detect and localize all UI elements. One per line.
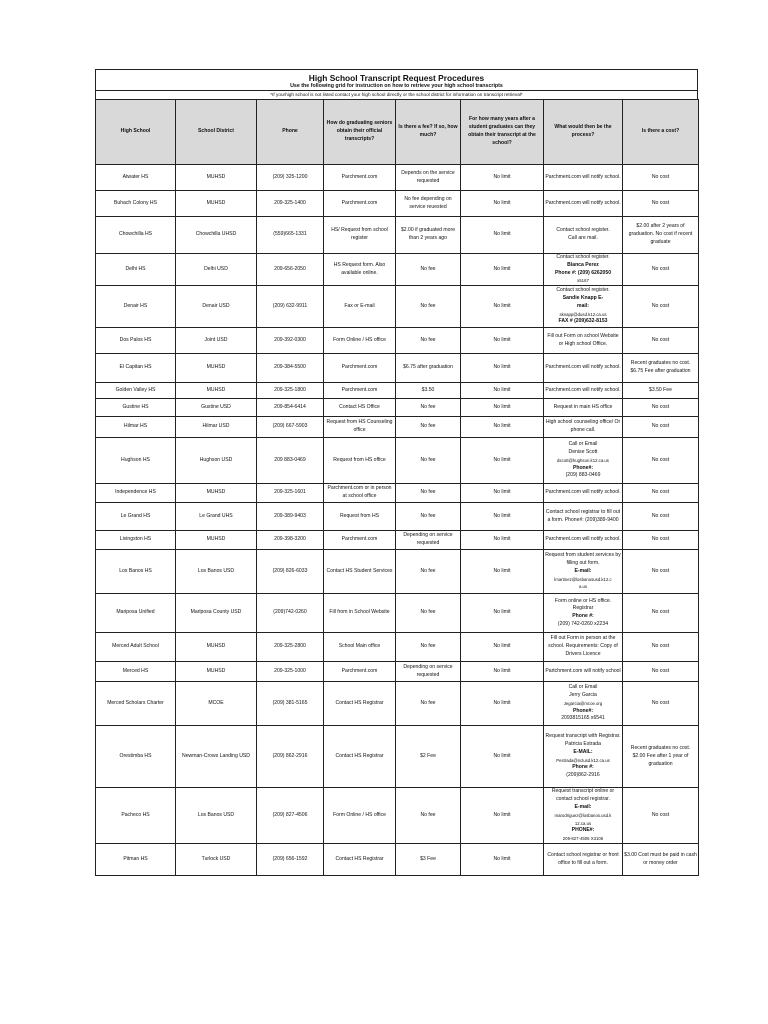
process-line: 12.ca.us [574,820,592,826]
table-row [96,594,699,633]
table-row [96,550,699,594]
phone-cell: (209) 325-1200 [257,165,324,191]
district-cell: Joint USD [176,328,257,354]
process-line: mail: [577,302,589,309]
process-line: (209) 742-0260 x2234 [557,620,609,627]
district-cell: Gustine USD [176,399,257,417]
process-line: Phone #: (209) 6262050 [554,269,612,276]
method-cell: Form Online / HS office [324,328,396,354]
process-cell [544,165,623,191]
method-cell: Request from HS Counseling office [324,417,396,438]
school-cell: Golden Valley HS [96,383,176,399]
phone-cell: 209-325-1400 [257,191,324,217]
cost-cell: No cost [623,254,699,286]
table-row [96,633,699,662]
process-line: Registrar [572,605,594,612]
phone-cell: 209-325-2800 [257,633,324,662]
method-cell: Fill from in School Website [324,594,396,633]
process-line: Parchment.com will notify school. [545,386,621,393]
school-cell: Merced Adult School [96,633,176,662]
method-cell: Contact HS Student Services [324,550,396,594]
process-line: 209-827-4506 X3106 [562,836,604,842]
transcript-table [95,99,699,876]
header-cell: Is there a cost? [623,100,699,165]
years-cell: No limit [461,662,544,682]
document-title: High School Transcript Request Procedures [308,73,485,83]
school-cell: Independence HS [96,484,176,503]
fee-cell: $3 Fee [396,844,461,876]
district-cell: MUHSD [176,165,257,191]
cost-cell: $2.00 after 2 years of graduation. No cost if recent graduate [623,217,699,254]
process-line: Fill out Form in person at the school. Requirements: Copy of Drivers Licence [548,635,618,658]
table-row [96,165,699,191]
school-cell: Gustine HS [96,399,176,417]
process-line: Contact school register. [556,254,610,260]
table-row [96,328,699,354]
years-cell: No limit [461,550,544,594]
method-cell: Parchment.com [324,354,396,383]
process-line: Form online or HS office. [554,597,612,604]
phone-cell: 209-392-0300 [257,328,324,354]
phone-cell: (209) 862-2916 [257,726,324,788]
fee-cell: No fee [396,788,461,844]
fee-cell: No fee [396,550,461,594]
years-cell: No limit [461,594,544,633]
process-line: E-mail: [574,803,592,810]
years-cell: No limit [461,633,544,662]
table-row [96,286,699,328]
process-line: Call are mail. [568,235,598,241]
school-cell: Orestimba HS [96,726,176,788]
process-line: Patricia Estrada [565,741,601,748]
process-cell [544,417,623,438]
header-row [96,100,699,165]
process-cell [544,399,623,417]
document-note: *If yourhigh school is not listed contact your high school directly or the school district for information on transcript retrieval* [96,90,697,99]
district-cell: MUHSD [176,531,257,550]
district-cell: MUHSD [176,662,257,682]
table-row [96,726,699,788]
process-line: Contact school registrar to fill out a form. Phone#: (209)389-9400 [545,508,621,523]
table-row [96,254,699,286]
school-cell: Merced HS [96,662,176,682]
fee-cell: Depending on service requested [396,531,461,550]
district-cell: MUHSD [176,354,257,383]
process-cell [544,438,623,484]
cost-cell: No cost [623,438,699,484]
process-cell [544,254,623,286]
table-row [96,484,699,503]
cost-cell: No cost [623,417,699,438]
header-cell: How do graduating seniors obtain their official transcripts? [324,100,396,165]
phone-cell: 209-325-1800 [257,383,324,399]
fee-cell: No fee [396,484,461,503]
phone-cell: (209) 667-5903 [257,417,324,438]
table-row [96,191,699,217]
school-cell: Denair HS [96,286,176,328]
years-cell: No limit [461,191,544,217]
process-cell [544,191,623,217]
header-cell: School District [176,100,257,165]
district-cell: Newman-Crows Landing USD [176,726,257,788]
process-line: Partchment.com will notify school [545,667,621,674]
process-line: Parchment.com will notify school. [545,364,621,371]
years-cell: No limit [461,254,544,286]
process-line: sknapp@dusd.k12.ca.us [559,311,607,317]
phone-cell: 209-398-3200 [257,531,324,550]
table-row [96,844,699,876]
years-cell: No limit [461,217,544,254]
process-line: Pestrada@nclusd.k12.ca.us [556,757,610,763]
years-cell: No limit [461,788,544,844]
process-line: Parchment.com will notify school. [545,173,621,180]
process-line: x5167 [577,278,589,284]
district-cell: Hilmar USD [176,417,257,438]
fee-cell: $2.00 if graduated more than 2 years ago [396,217,461,254]
years-cell: No limit [461,165,544,191]
district-cell: Le Grand UHS [176,503,257,531]
years-cell: No limit [461,726,544,788]
district-cell: Denair USD [176,286,257,328]
process-line: Contact school registrar or front office to fill out a form. [547,851,619,866]
header-cell: What would then be the process? [544,100,623,165]
method-cell: Parchment.com [324,531,396,550]
fee-cell: No fee [396,254,461,286]
process-line: Phone #: [572,613,594,620]
process-cell [544,217,623,254]
method-cell: Parchment.com [324,662,396,682]
process-line: Call or Email [568,441,598,448]
district-cell: MUHSD [176,191,257,217]
process-line: Sandie Knapp E- [562,294,604,301]
district-cell: Delhi USD [176,254,257,286]
fee-cell: $6.75 after graduation [396,354,461,383]
phone-cell: 209 883-0469 [257,438,324,484]
district-cell: MUHSD [176,383,257,399]
cost-cell: $3.00 Cost must be paid in cash or money order [623,844,699,876]
phone-cell: 209-325-1601 [257,484,324,503]
process-cell [544,286,623,328]
district-cell: MCOE [176,682,257,726]
process-line: High school counseling office/ Or phone call. [545,419,621,434]
table-row [96,417,699,438]
process-line: Parchment.com will notify school. [545,489,621,496]
cost-cell: No cost [623,633,699,662]
process-cell [544,633,623,662]
process-line: Fill out Form on school Website or High school Office. [547,332,619,347]
cost-cell: No cost [623,594,699,633]
transcript-document [95,69,698,876]
table-row [96,788,699,844]
table-row [96,682,699,726]
process-line: Request transcript online or contact school registrar. [551,788,615,803]
fee-cell: No fee [396,438,461,484]
district-cell: Chowchilla UHSD [176,217,257,254]
process-cell [544,550,623,594]
method-cell: HS/ Request from school register [324,217,396,254]
school-cell: Los Banos HS [96,550,176,594]
method-cell: Contact HS Registrar [324,682,396,726]
process-line: PHONE#: [571,827,595,834]
years-cell: No limit [461,531,544,550]
method-cell: Form Online / HS office [324,788,396,844]
school-cell: Hughson HS [96,438,176,484]
school-cell: Livingston HS [96,531,176,550]
fee-cell: No fee depending on service reuested [396,191,461,217]
process-line: Jerry Garcia [569,691,597,698]
fee-cell: Depending on service requested [396,662,461,682]
years-cell: No limit [461,682,544,726]
years-cell: No limit [461,438,544,484]
school-cell: El Capitan HS [96,354,176,383]
cost-cell: No cost [623,165,699,191]
table-row [96,662,699,682]
phone-cell: (209) 381-5165 [257,682,324,726]
process-line: lmartinez@losbanosusd.k12.c [554,576,612,582]
school-cell: Buhach Colony HS [96,191,176,217]
table-row [96,438,699,484]
method-cell: Parchment.com or in person at school office [324,484,396,503]
table-row [96,503,699,531]
process-line: (209) 883-0469 [565,472,601,479]
phone-cell: 209-854-6414 [257,399,324,417]
process-line: (209)862-2916 [566,772,600,779]
process-cell [544,788,623,844]
method-cell: HS Request form. Also available online. [324,254,396,286]
cost-cell: Recent graduates no cost. $6.75 Fee after graduation [623,354,699,383]
years-cell: No limit [461,383,544,399]
process-line: Parchment.com will notify school. [545,536,621,543]
method-cell: Request from HS [324,503,396,531]
header-cell: Phone [257,100,324,165]
fee-cell: No fee [396,399,461,417]
phone-cell: 209-389-9403 [257,503,324,531]
district-cell: Turlock USD [176,844,257,876]
process-line: Call or Email [568,684,598,691]
process-line: Parchment.com will notify school. [545,199,621,206]
cost-cell: No cost [623,484,699,503]
method-cell: School Main office [324,633,396,662]
process-line: Contact school register. [556,227,610,234]
school-cell: Mariposa Unified [96,594,176,633]
cost-cell: No cost [623,531,699,550]
process-cell [544,354,623,383]
process-line: Phone #: [572,764,594,771]
process-line: a.us [578,584,588,590]
school-cell: Le Grand HS [96,503,176,531]
cost-cell: No cost [623,191,699,217]
fee-cell: No fee [396,633,461,662]
school-cell: Dos Palos HS [96,328,176,354]
table-row [96,399,699,417]
years-cell: No limit [461,417,544,438]
process-line: Blanca Perez [567,261,599,268]
process-line: 2093815165 x6541 [561,715,605,722]
process-cell [544,328,623,354]
process-cell [544,383,623,399]
process-cell [544,844,623,876]
cost-cell: $3.50 Fee [623,383,699,399]
school-cell: Merced Scholars Charter [96,682,176,726]
process-line: Request in main HS office [553,403,613,410]
fee-cell: No fee [396,594,461,633]
phone-cell: (209) 632-9911 [257,286,324,328]
fee-cell: No fee [396,682,461,726]
district-cell: Los Banos USD [176,788,257,844]
school-cell: Pacheco HS [96,788,176,844]
method-cell: Fax or E-mail [324,286,396,328]
process-line: Request transcript with Registrar. [545,733,621,740]
phone-cell: 209-325-1000 [257,662,324,682]
document-header [95,69,698,99]
years-cell: No limit [461,484,544,503]
process-line: marodriguez@losbanos.usd.k [554,812,612,818]
header-cell: Is there a fee? If so, how much? [396,100,461,165]
process-cell [544,484,623,503]
process-line: Contact school register. [556,287,610,294]
process-line: Denise Scott [568,448,598,455]
process-cell [544,531,623,550]
district-cell: Hughson USD [176,438,257,484]
phone-cell: (559)665-1331 [257,217,324,254]
process-line: FAX # (209)632-8153 [558,318,608,325]
method-cell: Parchment.com [324,165,396,191]
table-row [96,531,699,550]
district-cell: MUHSD [176,484,257,503]
process-cell [544,726,623,788]
fee-cell: No fee [396,328,461,354]
process-cell [544,682,623,726]
cost-cell: No cost [623,286,699,328]
method-cell: Contact HS Registrar [324,844,396,876]
phone-cell: (209) 826-6033 [257,550,324,594]
school-cell: Pitman HS [96,844,176,876]
process-line: Jegarcia@mcoe.org [563,700,603,706]
cost-cell: No cost [623,682,699,726]
process-cell [544,594,623,633]
cost-cell: No cost [623,399,699,417]
document-subtitle: Use the following grid for instruction on how to retrieve your high school transcripts [290,83,503,89]
header-cell: For how many years after a student graduates can they obtain their transcript at the school? [461,100,544,165]
table-row [96,217,699,254]
process-line: dscott@hughson.k12.ca.us [557,457,609,463]
phone-cell: (209) 827-4506 [257,788,324,844]
years-cell: No limit [461,328,544,354]
fee-cell: No fee [396,417,461,438]
process-cell [544,662,623,682]
method-cell: Parchment.com [324,191,396,217]
process-line: E-MAIL: [573,748,593,755]
table-row [96,383,699,399]
fee-cell: $3.50 [396,383,461,399]
years-cell: No limit [461,844,544,876]
phone-cell: 209-656-2050 [257,254,324,286]
school-cell: Delhi HS [96,254,176,286]
cost-cell: No cost [623,503,699,531]
fee-cell: No fee [396,503,461,531]
method-cell: Request from HS office [324,438,396,484]
method-cell: Parchment.com [324,383,396,399]
fee-cell: Depends on the service requested [396,165,461,191]
process-line: Phone#: [572,707,594,714]
cost-cell: No cost [623,550,699,594]
school-cell: Atwater HS [96,165,176,191]
school-cell: Chowchilla HS [96,217,176,254]
years-cell: No limit [461,354,544,383]
years-cell: No limit [461,286,544,328]
fee-cell: $2 Fee [396,726,461,788]
process-line: Phone#: [572,464,594,471]
table-row [96,354,699,383]
process-line: Request from student services by filling out form. [545,552,621,566]
cost-cell: Recent graduates no cost. $2.00 Fee after 1 year of graduation [623,726,699,788]
cost-cell: No cost [623,328,699,354]
method-cell: Contact HS Office [324,399,396,417]
method-cell: Contact HS Registrar [324,726,396,788]
years-cell: No limit [461,399,544,417]
header-cell: High School [96,100,176,165]
phone-cell: 209-384-5500 [257,354,324,383]
school-cell: Hilmar HS [96,417,176,438]
years-cell: No limit [461,503,544,531]
district-cell: Los Banos USD [176,550,257,594]
phone-cell: (209)742-0260 [257,594,324,633]
process-cell [544,503,623,531]
process-line: E-mail: [574,567,592,574]
district-cell: Mariposa County USD [176,594,257,633]
district-cell: MUHSD [176,633,257,662]
fee-cell: No fee [396,286,461,328]
cost-cell: No cost [623,788,699,844]
phone-cell: (209) 656-1592 [257,844,324,876]
cost-cell: No cost [623,662,699,682]
